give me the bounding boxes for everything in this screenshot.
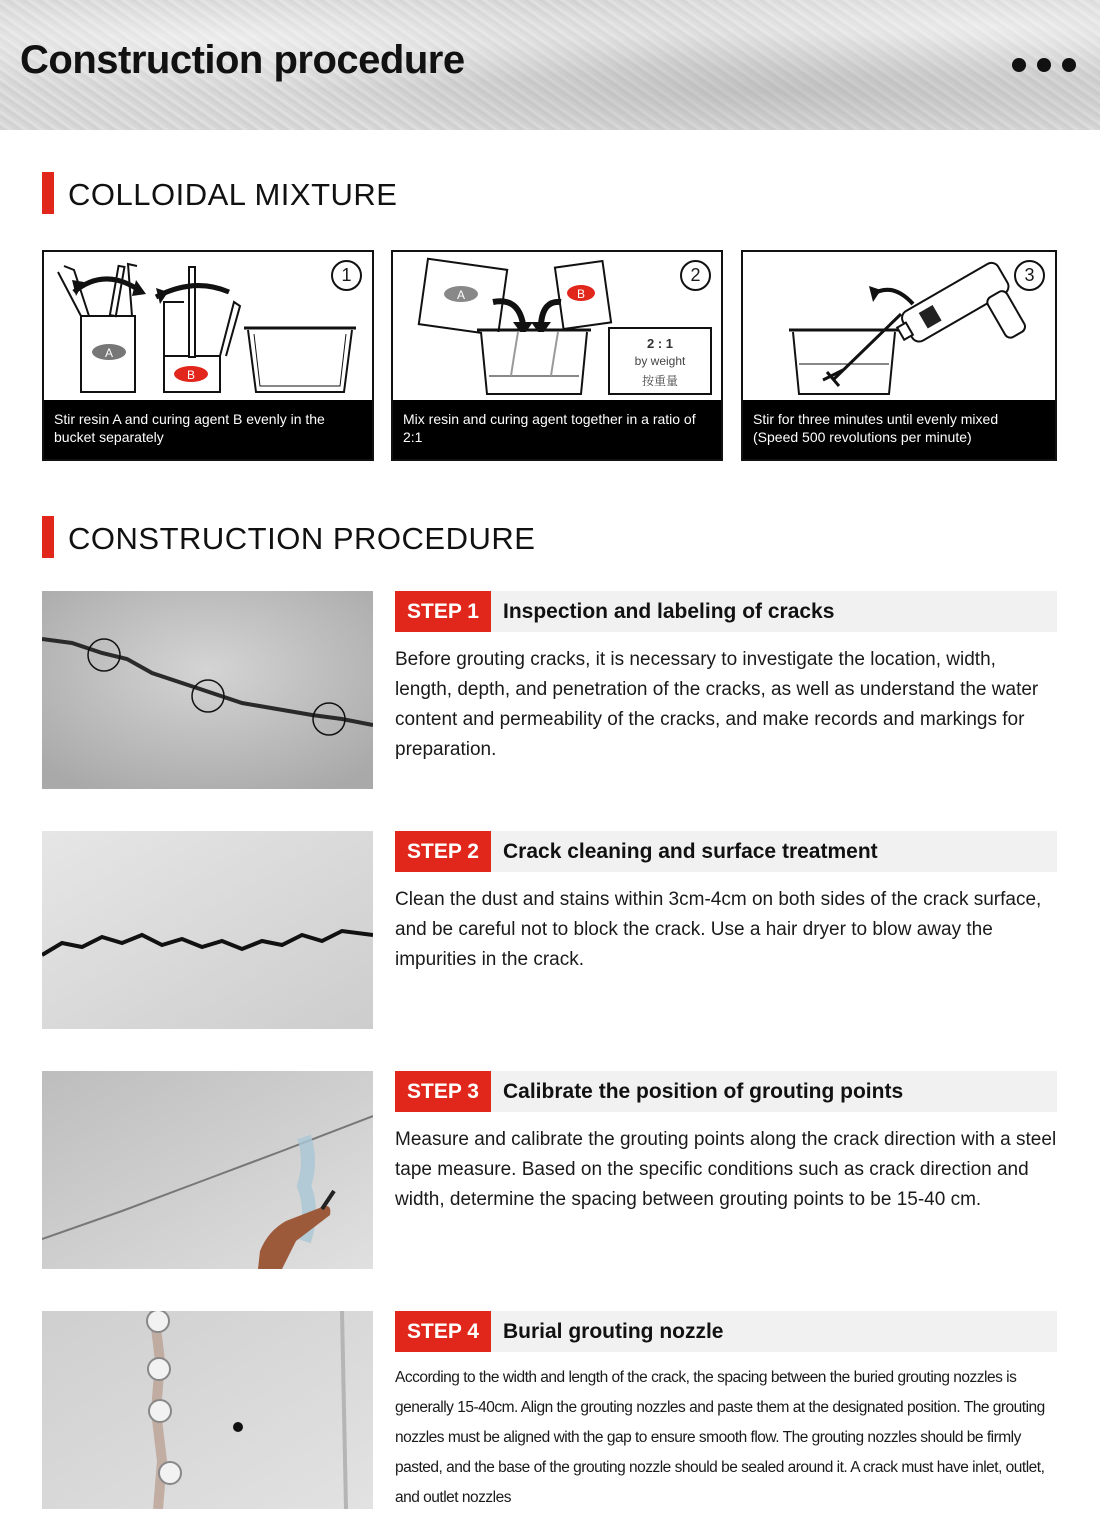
stir-buckets-illustration xyxy=(44,252,372,402)
step-badge: STEP 3 xyxy=(395,1071,491,1112)
card-caption: Stir for three minutes until evenly mixed (Speed 500 revolutions per minute) xyxy=(743,400,1055,459)
drill-mixer-illustration xyxy=(743,252,1055,402)
card-number: 1 xyxy=(331,260,362,291)
card-number: 2 xyxy=(680,260,711,291)
step-badge: STEP 4 xyxy=(395,1311,491,1352)
card-number: 3 xyxy=(1014,260,1045,291)
page-header xyxy=(0,0,1100,130)
ratio-label: 2 : 1 xyxy=(646,336,674,351)
step-title: Inspection and labeling of cracks xyxy=(503,600,835,623)
card-caption: Mix resin and curing agent together in a ratio of 2:1 xyxy=(393,400,721,459)
mixture-card-3 xyxy=(741,250,1057,461)
section-heading-procedure xyxy=(42,516,642,558)
section-heading-colloidal xyxy=(42,172,542,214)
more-horizontal-icon[interactable] xyxy=(1008,55,1080,75)
step-2-description: Clean the dust and stains within 3cm-4cm on both sides of the crack surface, and be careful not to block the crack. Use a hair dryer to blow away the impurities in the crack. xyxy=(395,889,1042,970)
ratio-note-cn: 按重量 xyxy=(641,374,679,388)
step-4-header xyxy=(395,1311,1057,1352)
section-accent-bar xyxy=(42,516,54,558)
mixture-card-2 xyxy=(391,250,723,461)
step-1-description: Before grouting cracks, it is necessary to investigate the location, width, length, depth, and penetration of the cracks, as well as understand the water content and permeability of the cracks, and make records and markings for preparation. xyxy=(395,649,1039,760)
step-2-header xyxy=(395,831,1057,872)
section-title: CONSTRUCTION PROCEDURE xyxy=(68,521,536,556)
label-b: B xyxy=(576,287,586,301)
pour-mix-illustration xyxy=(393,252,721,402)
label-a: A xyxy=(104,346,114,360)
step-3-description: Measure and calibrate the grouting points along the crack direction with a steel tape measure. Based on the specific conditions such as crack direction and width, determine the spacing between grouting points to be 15-40 cm. xyxy=(395,1129,1057,1210)
step-title: Burial grouting nozzle xyxy=(503,1320,724,1343)
step-title: Calibrate the position of grouting points xyxy=(503,1080,904,1103)
step-4-photo xyxy=(42,1311,373,1509)
step-title: Crack cleaning and surface treatment xyxy=(503,840,878,863)
page-title: Construction procedure xyxy=(20,38,465,82)
step-badge: STEP 1 xyxy=(395,591,491,632)
section-accent-bar xyxy=(42,172,54,214)
section-title: COLLOIDAL MIXTURE xyxy=(68,177,398,212)
card-caption: Stir resin A and curing agent B evenly in the bucket separately xyxy=(44,400,372,459)
step-1-header xyxy=(395,591,1057,632)
ratio-note: by weight xyxy=(634,354,686,368)
step-1-photo xyxy=(42,591,373,789)
step-3-photo xyxy=(42,1071,373,1269)
label-a: A xyxy=(456,288,466,302)
step-badge: STEP 2 xyxy=(395,831,491,872)
mixture-card-1 xyxy=(42,250,374,461)
label-b: B xyxy=(186,368,196,382)
step-2-photo xyxy=(42,831,373,1029)
step-3-header xyxy=(395,1071,1057,1112)
step-4-description: According to the width and length of the crack, the spacing between the buried grouting nozzles is generally 15-40cm. Align the grouting nozzles and paste them at the designated position. The grouting nozzles must be aligned with the gap to ensure smooth flow. The grouting nozzles should be firmly pasted, and the base of the grouting nozzle should be sealed around it. A crack must have inlet, outlet, and outlet nozzles xyxy=(395,1369,1045,1506)
